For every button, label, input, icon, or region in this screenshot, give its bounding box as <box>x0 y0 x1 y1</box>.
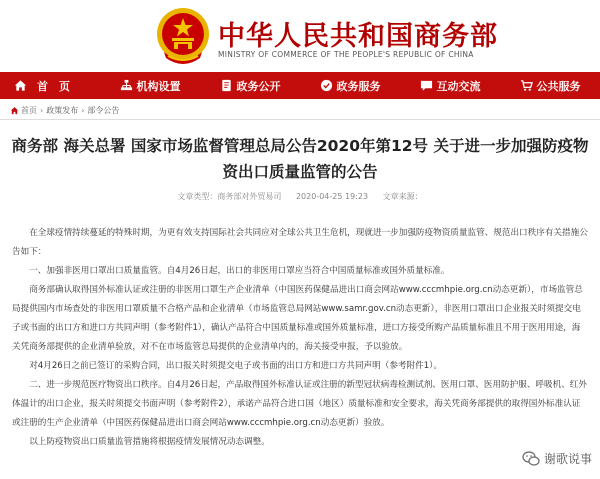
watermark-label: 谢歌说事 <box>543 452 592 466</box>
wechat-icon <box>522 451 540 467</box>
document-icon <box>220 79 233 92</box>
nav-item-interaction[interactable] <box>400 72 500 99</box>
nav-item-label: 互动交流 <box>436 79 481 93</box>
chat-icon <box>420 79 433 92</box>
main-nav <box>0 72 600 99</box>
nav-item-label: 公共服务 <box>536 79 581 93</box>
nav-item-home[interactable] <box>0 72 100 99</box>
article-paragraph: 对4月26日之前已签订的采购合同，出口报关时须提交电子或书面的出口方和进口方共同声明（参考附件1）。 <box>29 361 443 371</box>
nav-item-government-services[interactable] <box>300 72 400 99</box>
breadcrumb-announcements[interactable]: 部令公告 <box>87 106 120 115</box>
nav-item-label: 政务服务 <box>336 79 381 93</box>
breadcrumb <box>10 105 119 116</box>
nav-item-government-affairs[interactable] <box>200 72 300 99</box>
nav-item-organization[interactable] <box>100 72 200 99</box>
national-emblem-icon <box>154 6 212 66</box>
article-meta <box>0 191 600 202</box>
breadcrumb-separator: › <box>81 106 85 115</box>
org-icon <box>120 79 133 92</box>
nav-item-label: 机构设置 <box>136 79 181 93</box>
article-date: 2020-04-25 19:23 <box>295 192 369 201</box>
article-source: 文章来源： <box>382 192 423 201</box>
nav-item-label: 政务公开 <box>236 79 281 93</box>
article-paragraph: 以上防疫物资出口质量监管措施将根据疫情发展情况动态调整。 <box>29 437 270 447</box>
service-icon <box>320 79 333 92</box>
article-paragraph: 二、进一步规范医疗物资出口秩序。自4月26日起，产品取得国外标准认证或注册的新型冠状病毒检测试剂、医用口罩、医用防护服、呼吸机、红外体温计的出口企业，报关时须提交书面声明（参考附件2），承诺产品符合进口国（地区）质量标准和安全要求，海关凭商务部提供的取得国外标准认证或注册的生产企业清单（中国医药保健品进出口商会网站www.cccmhpie.org.cn动态更新）验放。 <box>12 380 587 428</box>
article-title: 商务部 海关总署 国家市场监督管理总局公告2020年第12号 关于进一步加强防疫物资出口质量监管的公告 <box>11 137 589 181</box>
article-type: 文章类型：商务部对外贸易司 <box>177 192 282 201</box>
divider <box>0 119 600 120</box>
breadcrumb-separator: › <box>40 106 44 115</box>
cart-icon <box>520 79 533 92</box>
site-header <box>0 0 600 72</box>
site-title-english: MINISTRY OF COMMERCE OF THE PEOPLE'S REPUBLIC OF CHINA <box>218 50 474 59</box>
article-paragraph: 商务部确认取得国外标准认证或注册的非医用口罩生产企业清单（中国医药保健品进出口商会网站www.cccmhpie.org.cn动态更新），市场监管总局提供国内市场查处的非医用口罩质量不合格产品和企业清单（市场监管总局网站www.samr.gov.cn动态更新），非医用口罩出口企业报关时须提交电子或书面的出口方和进口方共同声明（参考附件1），确认产品符合中国质量标准或国外质量标准，进口方接受所购产品质量标准且不用于医用用途，海关凭商务部提供的企业清单验放，对不在市场监管总局提供的企业清单内的，海关接受申报，予以验放。 <box>12 285 583 352</box>
nav-item-label: 首 页 <box>37 79 70 93</box>
home-icon <box>14 79 27 92</box>
nav-item-public-services[interactable] <box>500 72 600 99</box>
watermark <box>522 450 592 467</box>
article-paragraph: 在全球疫情持续蔓延的特殊时期，为更有效支持国际社会共同应对全球公共卫生危机，现就进一步加强防疫物资质量监管、规范出口秩序有关措施公告如下： <box>12 228 588 257</box>
breadcrumb-home[interactable]: 首页 <box>21 106 37 115</box>
breadcrumb-policy[interactable]: 政策发布 <box>46 106 79 115</box>
site-title: 中华人民共和国商务部 <box>218 21 498 52</box>
home-icon <box>10 106 19 115</box>
article-body <box>12 224 588 452</box>
article-paragraph: 一、加强非医用口罩出口质量监管。自4月26日起，出口的非医用口罩应当符合中国质量标准或国外质量标准。 <box>29 266 450 276</box>
